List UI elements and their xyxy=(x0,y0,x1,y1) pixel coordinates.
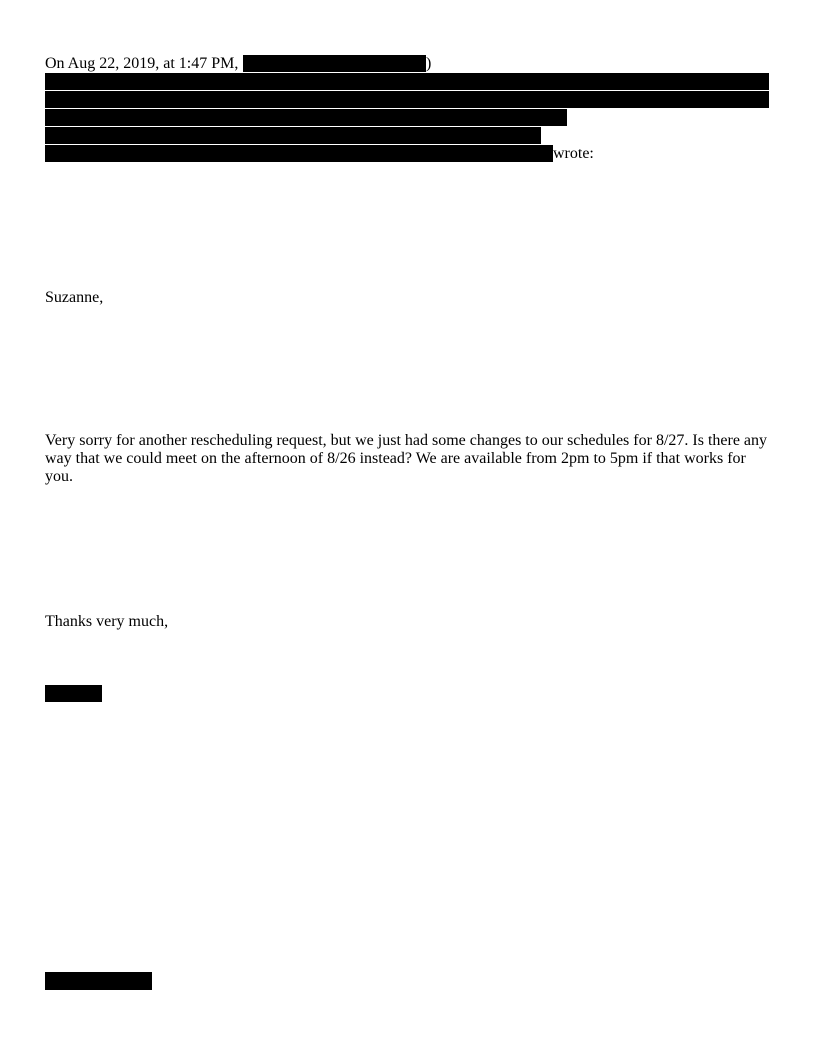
quoted-header-paren: ) xyxy=(426,55,432,72)
message-body: Very sorry for another rescheduling request, but we just had some changes to our schedules for 8/27. Is there any way that we could meet on the afternoon of 8/26 instead? We are available from 2pm to 5pm if that works for you. xyxy=(45,432,768,485)
redacted-signature xyxy=(45,685,102,702)
redacted-sender-name xyxy=(243,55,426,72)
redacted-footer xyxy=(45,972,152,990)
quoted-header-wrote: wrote: xyxy=(553,145,594,162)
redacted-recipients-line-4 xyxy=(45,127,541,144)
greeting: Suzanne, xyxy=(45,289,104,306)
quoted-header-prefix: On Aug 22, 2019, at 1:47 PM, xyxy=(45,55,239,72)
redacted-recipients-line-5 xyxy=(45,145,553,162)
redacted-recipients-line-2 xyxy=(45,91,769,108)
redacted-recipients-line-3 xyxy=(45,109,567,126)
redacted-recipients-line-1 xyxy=(45,73,769,90)
closing: Thanks very much, xyxy=(45,613,169,630)
